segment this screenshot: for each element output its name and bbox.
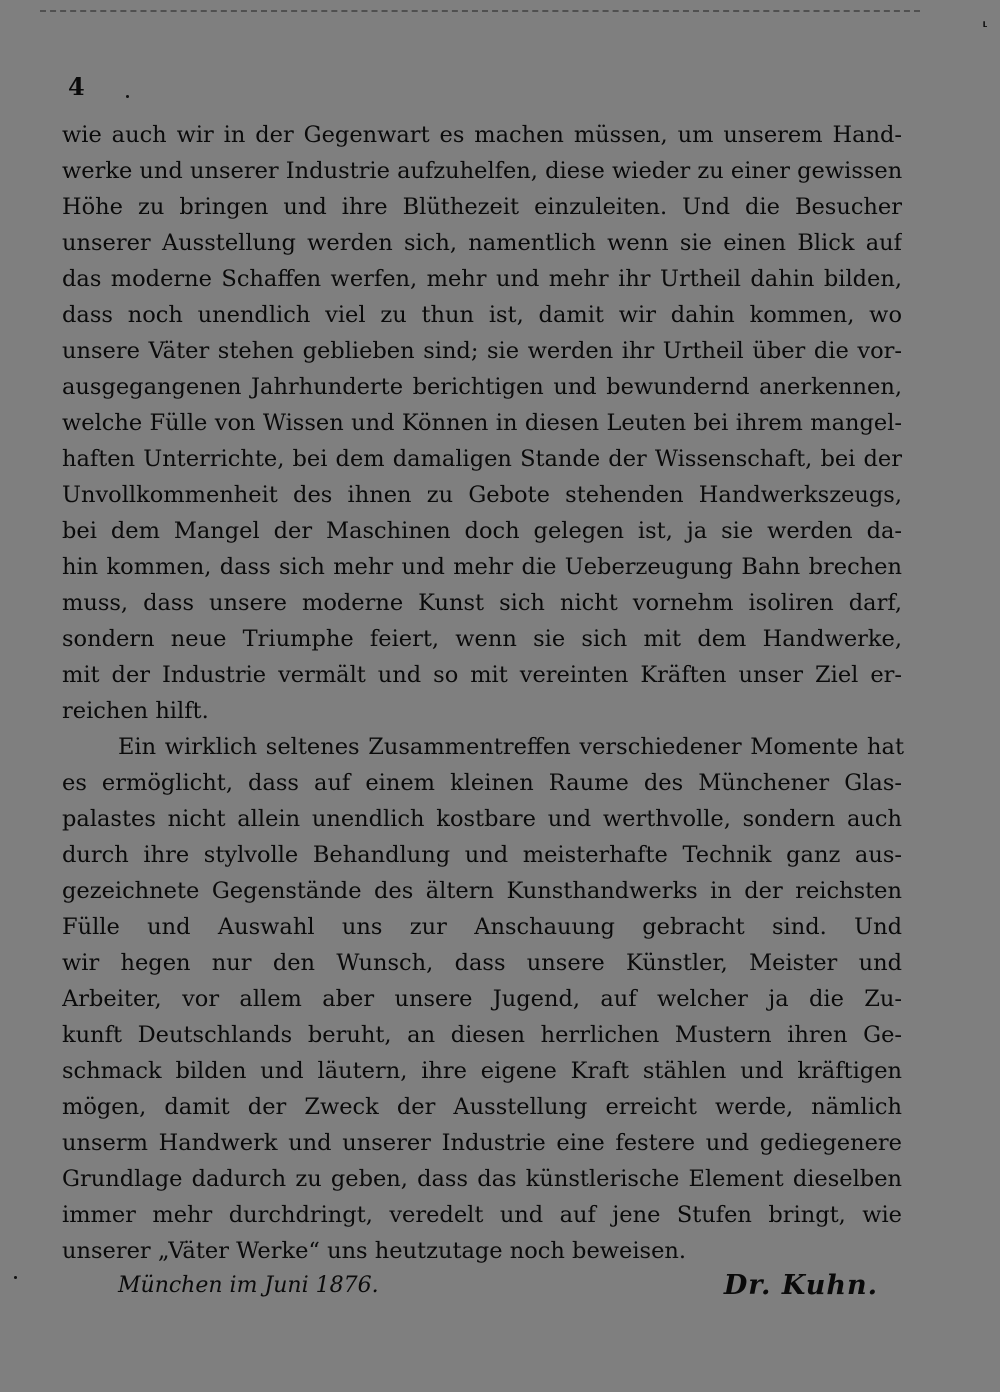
text-line: Unvollkommenheit des ihnen zu Gebote stehenden Handwerkszeugs, (62, 482, 902, 508)
text-line: muss, dass unsere moderne Kunst sich nicht vornehm isoliren darf, (62, 590, 902, 616)
corner-mark: ⸤ (982, 10, 989, 29)
text-line: unserer „Väter Werke“ uns heutzutage noch beweisen. (62, 1238, 687, 1264)
page-number: 4 (68, 72, 85, 101)
text-line: welche Fülle von Wissen und Können in diesen Leuten bei ihrem mangel- (62, 410, 902, 436)
place-date: München im Juni 1876. (118, 1273, 379, 1298)
signature-line (118, 1268, 878, 1304)
text-line: mit der Industrie vermält und so mit vereinten Kräften unser Ziel er- (62, 662, 902, 688)
author-signature: Dr. Kuhn. (723, 1270, 878, 1301)
text-line: Höhe zu bringen und ihre Blüthezeit einzuleiten. Und die Besucher (62, 194, 902, 220)
text-line: unserm Handwerk und unserer Industrie eine festere und gediegenere (62, 1130, 902, 1156)
scan-speck (126, 95, 129, 98)
text-line: gezeichnete Gegenstände des ältern Kunsthandwerks in der reichsten (62, 878, 902, 904)
text-line: wie auch wir in der Gegenwart es machen müssen, um unserem Hand- (62, 122, 902, 148)
text-line: unsere Väter stehen geblieben sind; sie werden ihr Urtheil über die vor- (62, 338, 902, 364)
text-line: werke und unserer Industrie aufzuhelfen, diese wieder zu einer gewissen (62, 158, 902, 184)
text-line: durch ihre stylvolle Behandlung und meisterhafte Technik ganz aus- (62, 842, 902, 868)
text-line: bei dem Mangel der Maschinen doch gelegen ist, ja sie werden da- (62, 518, 902, 544)
text-line: haften Unterrichte, bei dem damaligen Stande der Wissenschaft, bei der (62, 446, 902, 472)
text-line: immer mehr durchdringt, veredelt und auf jene Stufen bringt, wie (62, 1202, 902, 1228)
text-line: hin kommen, dass sich mehr und mehr die Ueberzeugung Bahn brechen (62, 554, 902, 580)
text-line: unserer Ausstellung werden sich, namentlich wenn sie einen Blick auf (62, 230, 902, 256)
text-line: reichen hilft. (62, 698, 209, 724)
text-line: es ermöglicht, dass auf einem kleinen Raume des Münchener Glas- (62, 770, 902, 796)
text-line: Ein wirklich seltenes Zusammentreffen verschiedener Momente hat (118, 734, 904, 760)
scan-speck (14, 1276, 17, 1279)
text-line: wir hegen nur den Wunsch, dass unsere Künstler, Meister und (62, 950, 902, 976)
header-rule (40, 10, 920, 12)
text-line: mögen, damit der Zweck der Ausstellung erreicht werde, nämlich (62, 1094, 902, 1120)
text-line: schmack bilden und läutern, ihre eigene Kraft stählen und kräftigen (62, 1058, 902, 1084)
text-line: ausgegangenen Jahrhunderte berichtigen und bewundernd anerkennen, (62, 374, 902, 400)
text-line: dass noch unendlich viel zu thun ist, damit wir dahin kommen, wo (62, 302, 902, 328)
text-line: sondern neue Triumphe feiert, wenn sie sich mit dem Handwerke, (62, 626, 902, 652)
text-line: Fülle und Auswahl uns zur Anschauung gebracht sind. Und (62, 914, 902, 940)
text-line: palastes nicht allein unendlich kostbare und werthvolle, sondern auch (62, 806, 902, 832)
text-line: das moderne Schaffen werfen, mehr und mehr ihr Urtheil dahin bilden, (62, 266, 902, 292)
text-line: Arbeiter, vor allem aber unsere Jugend, auf welcher ja die Zu- (62, 986, 902, 1012)
text-line: Grundlage dadurch zu geben, dass das künstlerische Element dieselben (62, 1166, 902, 1192)
text-line: kunft Deutschlands beruht, an diesen herrlichen Mustern ihren Ge- (62, 1022, 902, 1048)
